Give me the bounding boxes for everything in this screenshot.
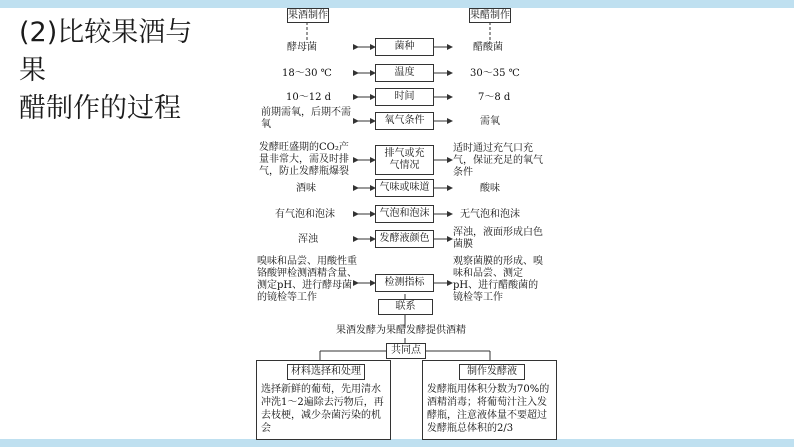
link-text: 果酒发酵为果醋发酵提供酒精: [336, 325, 466, 336]
row-label-5: 气味或味道: [375, 179, 434, 197]
heading-line-2: 醋制作的过程: [19, 93, 181, 124]
left-cell-4: 发酵旺盛期的CO₂产量非常大，需及时排气，防止发酵瓶爆裂: [259, 142, 349, 177]
bottom-left-panel: [256, 360, 391, 440]
right-cell-7: 浑浊，液面形成白色菌膜: [453, 227, 543, 250]
row-label-7: 发酵液颜色: [375, 230, 434, 248]
left-title-box: 果酒制作: [287, 8, 329, 23]
right-title-box: 果醋制作: [469, 8, 511, 23]
row-label-3: 氧气条件: [375, 112, 434, 130]
left-cell-1: 18～30 ℃: [282, 68, 332, 79]
left-cell-7: 浑浊: [298, 234, 318, 245]
row-label-4: 排气或充气情况: [375, 145, 434, 175]
bottom-right-body: 发酵瓶用体积分数为70%的酒精消毒；将葡萄汁注入发酵瓶，注意液体量不要超过发酵瓶总体积的2/3: [427, 384, 550, 434]
link-box: 联系: [378, 299, 433, 315]
right-cell-4: 适时通过充气口充气，保证充足的氧气条件: [453, 143, 543, 178]
left-cell-3: 前期需氧，后期不需氧: [261, 107, 351, 130]
left-cell-2: 10～12 d: [286, 92, 332, 103]
row-label-2: 时间: [375, 88, 434, 106]
bottom-left-title: 材料选择和处理: [287, 364, 365, 380]
right-cell-0: 醋酸菌: [473, 42, 503, 53]
row-label-8: 检测指标: [375, 274, 434, 292]
left-cell-5: 酒味: [296, 183, 316, 194]
right-cell-3: 需氧: [480, 116, 500, 127]
common-box: 共同点: [386, 343, 426, 359]
heading-line-1: (2)比较果酒与果: [19, 17, 193, 86]
right-cell-5: 酸味: [480, 183, 500, 194]
right-cell-1: 30～35 ℃: [470, 68, 520, 79]
right-cell-8: 观察菌膜的形成、嗅味和品尝、测定pH、进行醋酸菌的镜检等工作: [453, 256, 543, 303]
bottom-right-title: 制作发酵液: [459, 364, 525, 380]
right-cell-2: 7～8 d: [478, 92, 511, 103]
row-label-6: 气泡和泡沫: [375, 205, 434, 223]
bottom-left-body: 选择新鲜的葡萄，先用清水冲洗1～2遍除去污物后，再去枝梗，减少杂菌污染的机会: [261, 384, 384, 434]
left-cell-6: 有气泡和泡沫: [275, 209, 335, 220]
row-label-1: 温度: [375, 64, 434, 82]
row-label-0: 菌种: [375, 38, 434, 56]
left-cell-8: 嗅味和品尝、用酸性重铬酸钾检测酒精含量、测定pH、进行酵母菌的镜检等工作: [257, 256, 357, 303]
right-cell-6: 无气泡和泡沫: [460, 209, 520, 220]
left-cell-0: 酵母菌: [287, 42, 317, 53]
bottom-right-panel: [422, 360, 557, 440]
